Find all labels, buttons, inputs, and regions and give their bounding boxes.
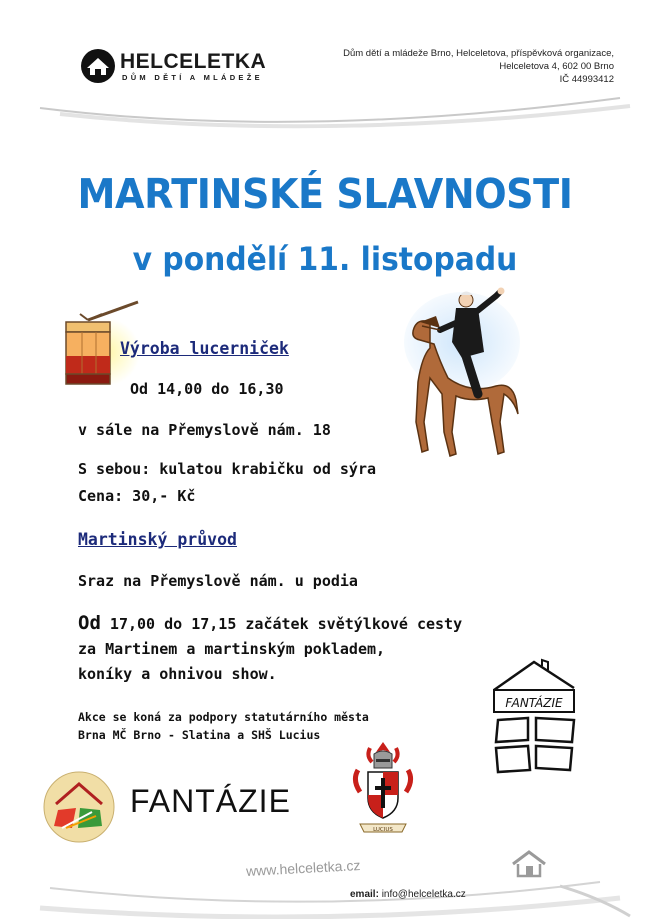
lucius-coat-of-arms — [348, 740, 418, 835]
lantern-workshop-price: Cena: 30,- Kč — [78, 487, 196, 505]
fantazie-logo — [42, 770, 116, 844]
house-logo-icon — [80, 48, 116, 84]
logo-name: HELCELETKA — [120, 50, 267, 73]
procession-meeting: Sraz na Přemyslově nám. u podia — [78, 572, 358, 590]
fantazie-house-sketch — [488, 658, 580, 776]
address-line-3: IČ 44993412 — [559, 74, 614, 85]
procession-heading: Martinský průvod — [78, 530, 237, 549]
procession-start-time — [78, 612, 462, 634]
email-address[interactable]: info@helceletka.cz — [381, 889, 466, 900]
fantazie-logo-icon — [42, 770, 116, 844]
support-line-2: Brna MČ Brno - Slatina a SHŠ Lucius — [78, 728, 321, 742]
address-line-2: Helceletova 4, 602 00 Brno — [499, 61, 614, 72]
procession-od-word: Od — [78, 612, 101, 634]
fantazie-label: FANTÁZIE — [130, 783, 291, 819]
support-note — [78, 708, 369, 744]
email-label: email: — [350, 889, 379, 900]
logo-subtitle: DŮM DĚTÍ A MLÁDEŽE — [122, 73, 263, 82]
sketch-fantazie-text: FANTÁZIE — [505, 696, 563, 710]
saint-martin-rider-illustration — [400, 282, 525, 462]
address-line-1: Dům dětí a mládeže Brno, Helceletova, příspěvková organizace, — [343, 48, 614, 59]
coat-of-arms-icon — [348, 740, 418, 835]
footer-house-logo — [510, 848, 548, 880]
footer-swoosh-decoration — [0, 838, 650, 919]
lantern-workshop-place: v sále na Přemyslově nám. 18 — [78, 421, 331, 439]
event-date: v pondělí 11. listopadu — [132, 240, 518, 278]
footer-email — [350, 889, 466, 900]
sketch-house-icon — [488, 658, 580, 776]
support-line-1: Akce se koná za podpory statutárního města — [78, 710, 369, 724]
helceletka-logo — [80, 48, 116, 84]
website-url[interactable]: www.helceletka.cz — [245, 857, 361, 879]
event-title: MARTINSKÉ SLAVNOSTI — [77, 170, 573, 218]
lucius-ribbon-text: LUCIUS — [373, 827, 393, 833]
lantern-workshop-heading: Výroba lucerniček — [120, 339, 289, 358]
procession-start-rest: 17,00 do 17,15 začátek světýlkové cesty — [100, 615, 463, 633]
lantern-workshop-time: Od 14,00 do 16,30 — [130, 380, 284, 398]
lantern-workshop-bring: S sebou: kulatou krabičku od sýra — [78, 460, 377, 478]
footer-house-icon — [510, 848, 548, 880]
horse-rider-icon — [400, 282, 525, 462]
header-swoosh-decoration — [0, 80, 650, 130]
procession-line-2: za Martinem a martinským pokladem, — [78, 640, 386, 658]
procession-line-3: koníky a ohnivou show. — [78, 665, 277, 683]
